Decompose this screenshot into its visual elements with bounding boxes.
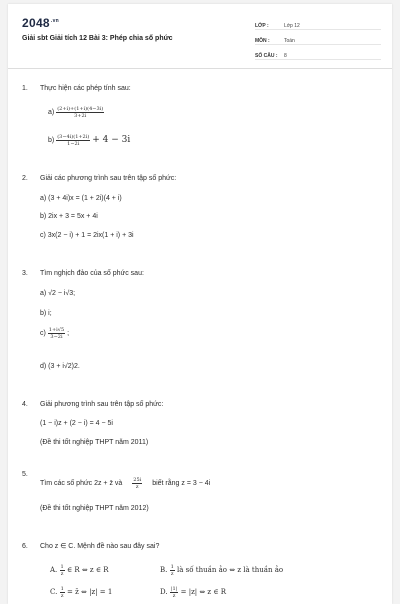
option-text: = |z| ⇔ z ∈ R (180, 588, 227, 596)
fraction-numerator: 1+i√5 (48, 327, 65, 333)
fraction-numerator: |1| (170, 586, 178, 592)
part-label: c) (40, 330, 46, 337)
fraction (60, 564, 65, 577)
fraction (56, 106, 104, 119)
option-a[interactable] (50, 564, 109, 577)
question-3-part-b: b) i; (40, 310, 52, 317)
option-label: A. (50, 566, 58, 574)
fraction-denominator: z (60, 571, 64, 577)
option-c[interactable] (50, 586, 112, 599)
meta-count-row (255, 47, 381, 60)
question-text: Tìm nghịch đảo của số phức sau: (40, 270, 144, 277)
option-label: D. (160, 588, 168, 596)
logo-text: 2048 (22, 16, 50, 30)
logo-suffix: .vn (50, 18, 60, 24)
question-text: Thực hiện các phép tính sau: (40, 85, 131, 92)
fraction (56, 134, 90, 147)
question-text: Giải các phương trình sau trên tập số phức: (40, 175, 177, 182)
option-d[interactable] (160, 586, 226, 599)
source-note: (Đề thi tốt nghiệp THPT năm 2012) (40, 505, 149, 512)
subject-value: Toán (284, 38, 295, 44)
option-b[interactable] (160, 564, 283, 577)
question-number: 2. (22, 175, 28, 182)
fraction-numerator: (3−4i)(1+2i) (57, 134, 90, 140)
worksheet-page (8, 4, 392, 604)
question-3-part-c (40, 327, 69, 340)
question-text: Giải phương trình sau trên tập số phức: (40, 401, 164, 408)
expression-rest: ; (67, 330, 70, 337)
question-number: 1. (22, 85, 28, 92)
fraction-denominator: z (135, 484, 139, 490)
fraction-denominator: z (60, 593, 64, 599)
question-text-post: biết rằng z = 3 − 4i (152, 480, 211, 487)
part-label: a) (48, 109, 55, 116)
fraction-denominator: 3+2i (74, 113, 87, 119)
meta-class-row (255, 17, 381, 30)
fraction-denominator: z (170, 571, 174, 577)
worksheet-header (8, 4, 392, 66)
fraction-numerator: (2+i)+(1+i)(4−3i) (57, 106, 104, 112)
question-number: 4. (22, 401, 28, 408)
fraction (170, 586, 179, 599)
fraction-numerator: 1 (170, 564, 174, 570)
count-label: SỐ CÂU : (255, 53, 278, 59)
option-text: ∈ R ⇔ z ∈ R (66, 566, 109, 574)
question-2-part-b: b) 2ix + 3 = 5x + 4i (40, 213, 98, 220)
fraction (132, 477, 142, 490)
question-1-part-a (48, 106, 104, 119)
fraction-denominator: 1−2i (67, 141, 80, 147)
question-2-part-c: c) 3x(2 − i) + 1 = 2ix(1 + i) + 3i (40, 232, 134, 239)
question-3-part-a: a) √2 − i√3; (40, 290, 76, 297)
class-value: Lớp 12 (284, 23, 300, 29)
fraction-denominator: z (172, 593, 176, 599)
fraction-numerator: 25i (133, 477, 142, 483)
option-text: là số thuần ảo ⇔ z là thuần ảo (177, 566, 284, 574)
fraction-numerator: 1 (60, 564, 64, 570)
option-text: = z̄ ⇔ |z| = 1 (67, 588, 113, 596)
question-4-equation: (1 − i)z + (2 − i) = 4 − 5i (40, 420, 113, 427)
fraction (48, 327, 65, 340)
header-divider (8, 68, 392, 69)
page-title: Giải sbt Giải tích 12 Bài 3: Phép chia số phức (22, 35, 173, 42)
question-2-part-a: a) (3 + 4i)x = (1 + 2i)(4 + i) (40, 195, 122, 202)
site-logo[interactable] (22, 16, 59, 30)
fraction (60, 586, 65, 599)
question-text-pre: Tìm các số phức 2z + z̄ và (40, 480, 123, 487)
subject-label: MÔN : (255, 38, 270, 44)
question-number: 6. (22, 543, 28, 550)
expression-rest: + 4 − 3i (92, 135, 131, 145)
question-text: Cho z ∈ C. Mệnh đề nào sau đây sai? (40, 543, 160, 550)
count-value: 8 (284, 53, 287, 59)
meta-info (255, 17, 381, 62)
class-label: LỚP : (255, 23, 269, 29)
question-3-part-d: d) (3 + i√2)2. (40, 363, 80, 370)
option-label: B. (160, 566, 168, 574)
fraction (170, 564, 175, 577)
part-label: b) (48, 137, 55, 144)
fraction-numerator: 1 (60, 586, 64, 592)
option-label: C. (50, 588, 58, 596)
fraction-denominator: 3−2i (50, 334, 63, 340)
meta-subject-row (255, 32, 381, 45)
question-number: 5. (22, 471, 28, 478)
question-number: 3. (22, 270, 28, 277)
source-note: (Đề thi tốt nghiệp THPT năm 2011) (40, 439, 149, 446)
question-1-part-b (48, 134, 130, 147)
question-text (40, 477, 210, 490)
